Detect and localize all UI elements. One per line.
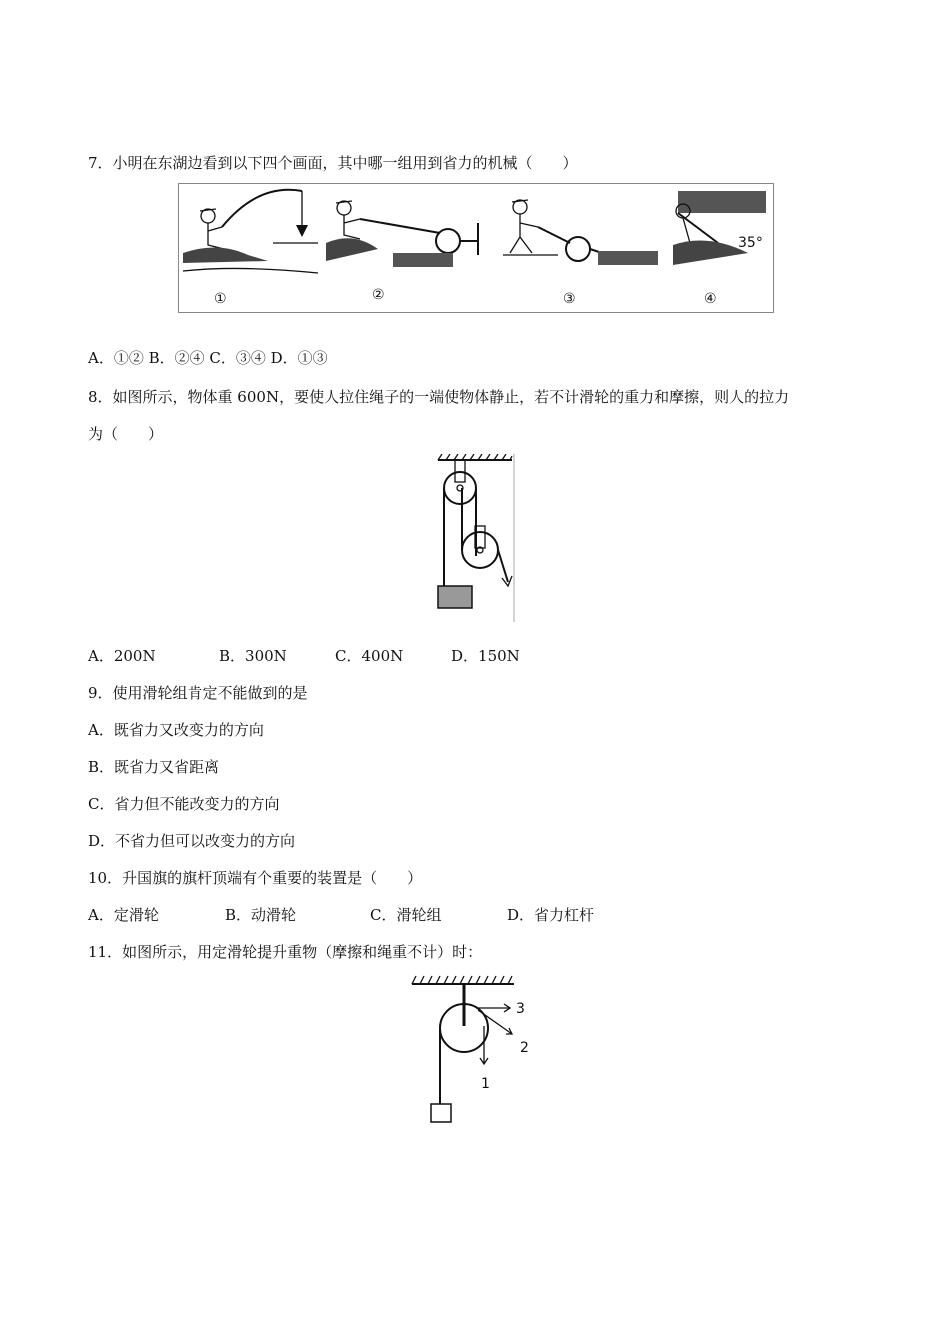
q7-stem: 7．小明在东湖边看到以下四个画面，其中哪一组用到省力的机械（ ） xyxy=(88,154,578,172)
q7-options: A．①② B．②④ C．③④ D．①③ xyxy=(88,349,328,367)
q9-option-d: D．不省力但可以改变力的方向 xyxy=(88,832,296,850)
fishing-rod-illustration xyxy=(183,190,318,273)
figure-label-4: ④ xyxy=(704,291,717,307)
arrow-label-1: 1 xyxy=(481,1076,490,1092)
q10-option-c: C．滑轮组 xyxy=(370,906,442,924)
q8-stem-line2: 为（ ） xyxy=(88,425,164,443)
figure-label-2: ② xyxy=(372,287,385,303)
q8-option-a: A．200N xyxy=(88,647,156,665)
q7-figure xyxy=(178,183,774,313)
q8-option-d: D．150N xyxy=(451,647,520,665)
q8-option-c: C．400N xyxy=(335,647,404,665)
q9-stem: 9．使用滑轮组肯定不能做到的是 xyxy=(88,684,308,702)
q8-stem-line1: 8．如图所示，物体重 600N，要使人拉住绳子的一端使物体静止，若不计滑轮的重力和摩擦，则人的拉力 xyxy=(88,388,790,406)
figure-label-3: ③ xyxy=(563,291,576,307)
q10-stem: 10．升国旗的旗杆顶端有个重要的装置是（ ） xyxy=(88,869,423,887)
q10-option-d: D．省力杠杆 xyxy=(507,906,595,924)
q9-option-c: C．省力但不能改变力的方向 xyxy=(88,795,280,813)
lever-crane-illustration xyxy=(673,191,766,265)
q11-stem: 11．如图所示，用定滑轮提升重物（摩擦和绳重不计）时： xyxy=(88,943,483,961)
pulley-rope-illustration-3 xyxy=(503,200,658,265)
q9-option-a: A．既省力又改变力的方向 xyxy=(88,721,264,739)
arrow-label-2: 2 xyxy=(520,1040,529,1056)
q11-pulley-figure xyxy=(408,974,548,1129)
q9-option-b: B．既省力又省距离 xyxy=(88,758,220,776)
arrow-label-3: 3 xyxy=(516,1001,525,1017)
figure-label-1: ① xyxy=(214,291,227,307)
q8-pulley-figure xyxy=(436,454,516,624)
q8-option-b: B．300N xyxy=(219,647,287,665)
angle-label: 35° xyxy=(738,235,763,251)
q10-option-a: A．定滑轮 xyxy=(88,906,159,924)
q10-option-b: B．动滑轮 xyxy=(225,906,297,924)
pulley-rope-illustration-2 xyxy=(326,201,478,267)
